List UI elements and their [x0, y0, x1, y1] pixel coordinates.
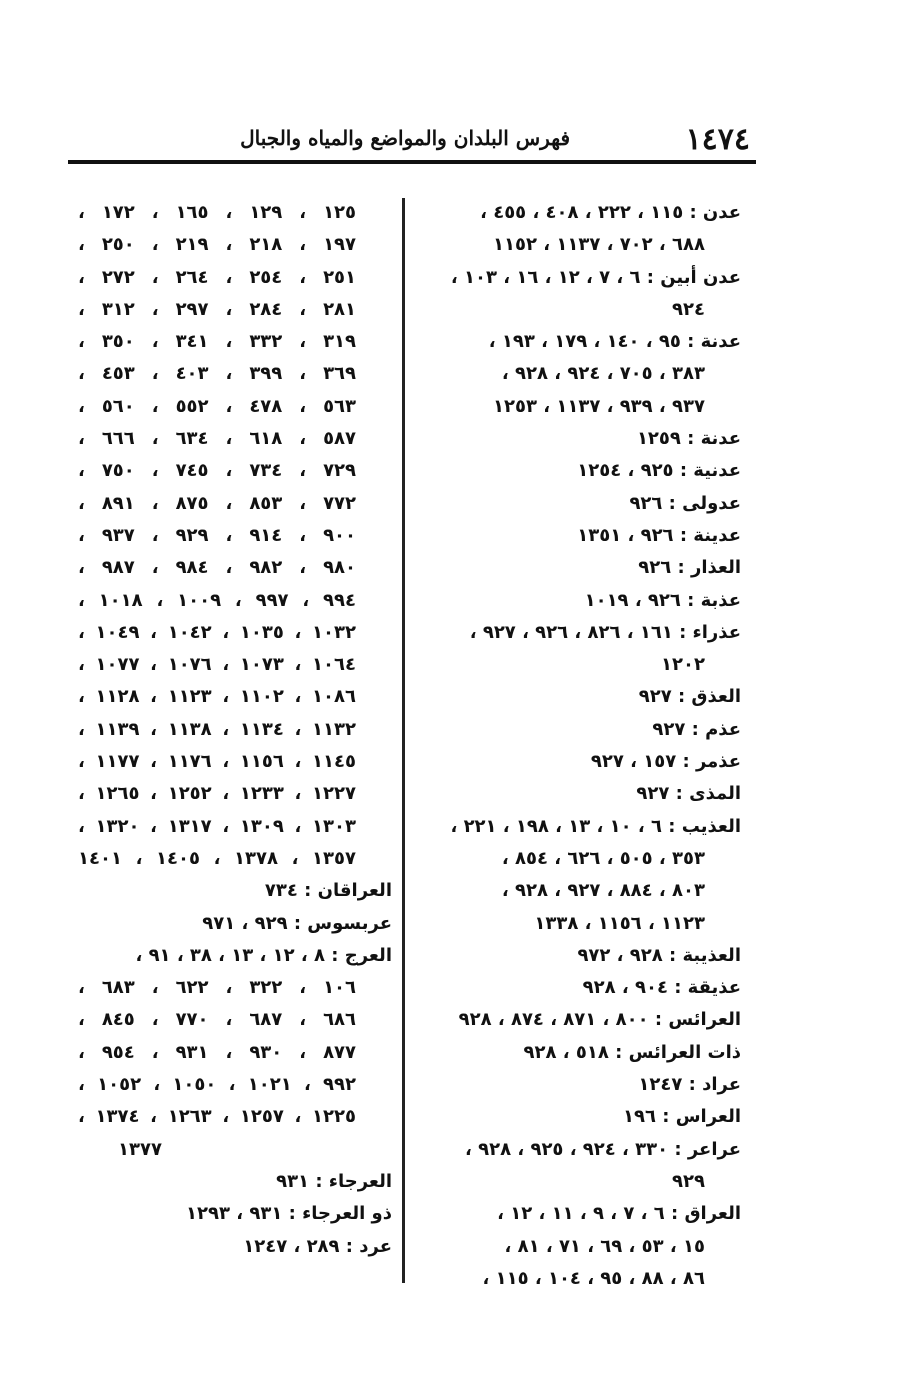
- index-entry-continuation: ١٢٥ ، ١٢٩ ، ١٦٥ ، ١٧٢ ،: [78, 202, 357, 223]
- index-entry-continuation: ٩٠٠ ، ٩١٤ ، ٩٢٩ ، ٩٣٧ ،: [78, 524, 357, 546]
- index-entry-continuation: ١٣٠٣ ، ١٣٠٩ ، ١٣١٧ ، ١٣٢٠ ،: [78, 815, 356, 837]
- index-entry: عربسوس : ٩٢٩ ، ٩٧١: [202, 912, 392, 934]
- index-entry-continuation: ٣٦٩ ، ٣٩٩ ، ٤٠٣ ، ٤٥٣ ،: [78, 363, 357, 385]
- index-entry-continuation: ٥٨٧ ، ٦١٨ ، ٦٣٤ ، ٦٦٦ ،: [78, 428, 357, 450]
- index-entry: عدينة : ٩٢٦ ، ١٣٥١: [577, 524, 741, 546]
- index-entry-continuation: ٣٥٣ ، ٥٠٥ ، ٦٢٦ ، ٨٥٤ ،: [501, 847, 705, 869]
- index-entry-continuation: ١٠٨٦ ، ١١٠٢ ، ١١٢٣ ، ١١٢٨ ،: [78, 686, 356, 708]
- index-entry-continuation: ١٢٢٥ ، ١٢٥٧ ، ١٢٦٣ ، ١٣٧٤ ،: [78, 1106, 356, 1128]
- index-entry: عدنة : ١٢٥٩: [636, 428, 741, 450]
- index-entry: عدن : ١١٥ ، ٢٢٢ ، ٤٠٨ ، ٤٥٥ ،: [480, 202, 741, 223]
- index-entry: العذق : ٩٢٧: [638, 686, 741, 708]
- index-entry-continuation: ٦٨٨ ، ٧٠٢ ، ١١٣٧ ، ١١٥٢: [493, 234, 705, 256]
- index-entry-continuation: ١٥ ، ٥٣ ، ٦٩ ، ٧١ ، ٨١ ،: [504, 1235, 705, 1257]
- index-entry-continuation: ٣١٩ ، ٣٣٢ ، ٣٤١ ، ٣٥٠ ،: [78, 331, 357, 353]
- index-entry: عذراء : ١٦١ ، ٨٢٦ ، ٩٢٦ ، ٩٢٧ ،: [469, 621, 741, 643]
- index-entry: ذو العرجاء : ٩٣١ ، ١٢٩٣: [186, 1203, 392, 1225]
- index-entry: العراقان : ٧٣٤: [264, 880, 392, 902]
- index-entry: عراد : ١٢٤٧: [638, 1074, 741, 1096]
- index-entry: ذات العرائس : ٥١٨ ، ٩٢٨: [523, 1041, 741, 1063]
- index-entry: العذيبة : ٩٢٨ ، ٩٧٢: [577, 944, 741, 966]
- index-entry-continuation: ١٢٠٢: [661, 654, 705, 676]
- page-title: فهرس البلدان والمواضع والمياه والجبال: [240, 126, 570, 150]
- column-divider: [402, 198, 405, 1283]
- index-entry-continuation: ٩٨٠ ، ٩٨٢ ، ٩٨٤ ، ٩٨٧ ،: [78, 557, 357, 579]
- index-entry-continuation: ٥٦٣ ، ٤٧٨ ، ٥٥٢ ، ٥٦٠ ،: [78, 395, 357, 417]
- index-entry-continuation: ١١٤٥ ، ١١٥٦ ، ١١٧٦ ، ١١٧٧ ،: [78, 751, 356, 773]
- index-entry-continuation: ٧٢٩ ، ٧٣٤ ، ٧٤٥ ، ٧٥٠ ،: [78, 460, 357, 482]
- index-column-left: [78, 197, 392, 1263]
- index-entry: عدولى : ٩٢٦: [629, 492, 741, 514]
- index-entry-continuation: ٨٦ ، ٨٨ ، ٩٥ ، ١٠٤ ، ١١٥ ،: [482, 1267, 705, 1289]
- index-entry-continuation: ٨٠٣ ، ٨٨٤ ، ٩٢٧ ، ٩٢٨ ،: [501, 880, 705, 902]
- index-entry-continuation: ١٩٧ ، ٢١٨ ، ٢١٩ ، ٢٥٠ ،: [78, 234, 357, 256]
- index-entry: عراعر : ٣٣٠ ، ٩٢٤ ، ٩٢٥ ، ٩٢٨ ،: [465, 1138, 741, 1160]
- index-entry: العراق : ٦ ، ٧ ، ٩ ، ١١ ، ١٢ ،: [497, 1203, 741, 1225]
- index-entry: العراس : ١٩٦: [623, 1106, 741, 1128]
- index-entry-continuation: ١٣٧٧: [118, 1138, 162, 1160]
- index-entry: العرائس : ٨٠٠ ، ٨٧١ ، ٨٧٤ ، ٩٢٨: [458, 1009, 741, 1031]
- index-entry-continuation: ٩٣٧ ، ٩٣٩ ، ١١٣٧ ، ١٢٥٣: [493, 395, 705, 417]
- header-rule: [68, 160, 756, 164]
- index-entry: عذيقة : ٩٠٤ ، ٩٢٨: [582, 977, 741, 999]
- index-entry: المذى : ٩٢٧: [636, 783, 741, 805]
- index-entry-continuation: ٩٢٤: [672, 298, 705, 320]
- index-entry-continuation: ٧٧٢ ، ٨٥٣ ، ٨٧٥ ، ٨٩١ ،: [78, 492, 357, 514]
- index-entry: عذم : ٩٢٧: [652, 718, 741, 740]
- index-entry-continuation: ٩٩٢ ، ١٠٢١ ، ١٠٥٠ ، ١٠٥٢ ،: [78, 1074, 357, 1096]
- page-header: [70, 122, 750, 158]
- index-entry: عدنية : ٩٢٥ ، ١٢٥٤: [577, 460, 741, 482]
- index-entry-continuation: ١٢٢٧ ، ١٢٣٣ ، ١٢٥٢ ، ١٢٦٥ ،: [78, 783, 356, 805]
- index-entry-continuation: ٢٨١ ، ٢٨٤ ، ٢٩٧ ، ٣١٢ ،: [78, 298, 357, 320]
- index-entry-continuation: ٢٥١ ، ٢٥٤ ، ٢٦٤ ، ٢٧٢ ،: [78, 266, 357, 288]
- index-entry: العرج : ٨ ، ١٢ ، ١٣ ، ٣٨ ، ٩١ ،: [135, 944, 392, 966]
- page-number: ١٤٧٤: [685, 122, 750, 157]
- index-entry: العرجاء : ٩٣١: [276, 1170, 392, 1192]
- index-entry: العذار : ٩٢٦: [638, 557, 741, 579]
- index-entry-continuation: ٨٧٧ ، ٩٣٠ ، ٩٣١ ، ٩٥٤ ،: [78, 1041, 357, 1063]
- index-entry: عدنة : ٩٥ ، ١٤٠ ، ١٧٩ ، ١٩٣ ،: [488, 331, 741, 353]
- index-entry: عذمر : ١٥٧ ، ٩٢٧: [590, 751, 741, 773]
- index-entry-continuation: ١٠٦٤ ، ١٠٧٣ ، ١٠٧٦ ، ١٠٧٧ ،: [78, 654, 356, 676]
- index-entry-continuation: ٦٨٦ ، ٦٨٧ ، ٧٧٠ ، ٨٤٥ ،: [78, 1009, 357, 1031]
- index-entry: عرد : ٢٨٩ ، ١٢٤٧: [243, 1235, 392, 1257]
- index-entry: عذبة : ٩٢٦ ، ١٠١٩: [584, 589, 741, 611]
- index-entry-continuation: ١٠٦ ، ٣٢٢ ، ٦٢٢ ، ٦٨٣ ،: [78, 977, 357, 999]
- index-entry-continuation: ١٣٥٧ ، ١٣٧٨ ، ١٤٠٥ ، ١٤٠١: [78, 847, 356, 869]
- index-column-right: [411, 197, 741, 1295]
- index-entry-continuation: ١١٣٢ ، ١١٣٤ ، ١١٣٨ ، ١١٣٩ ،: [78, 718, 356, 740]
- index-entry-continuation: ٣٨٣ ، ٧٠٥ ، ٩٢٤ ، ٩٢٨ ،: [501, 363, 705, 385]
- index-entry-continuation: ٩٩٤ ، ٩٩٧ ، ١٠٠٩ ، ١٠١٨ ،: [78, 589, 357, 611]
- index-entry: عدن أبين : ٦ ، ٧ ، ١٢ ، ١٦ ، ١٠٣ ،: [450, 266, 741, 288]
- index-entry: العذيب : ٦ ، ١٠ ، ١٣ ، ١٩٨ ، ٢٢١ ،: [450, 815, 741, 837]
- index-entry-continuation: ١١٢٣ ، ١١٥٦ ، ١٣٣٨: [534, 912, 705, 934]
- index-entry-continuation: ٩٢٩: [672, 1170, 705, 1192]
- index-entry-continuation: ١٠٣٢ ، ١٠٣٥ ، ١٠٤٢ ، ١٠٤٩ ،: [78, 621, 356, 643]
